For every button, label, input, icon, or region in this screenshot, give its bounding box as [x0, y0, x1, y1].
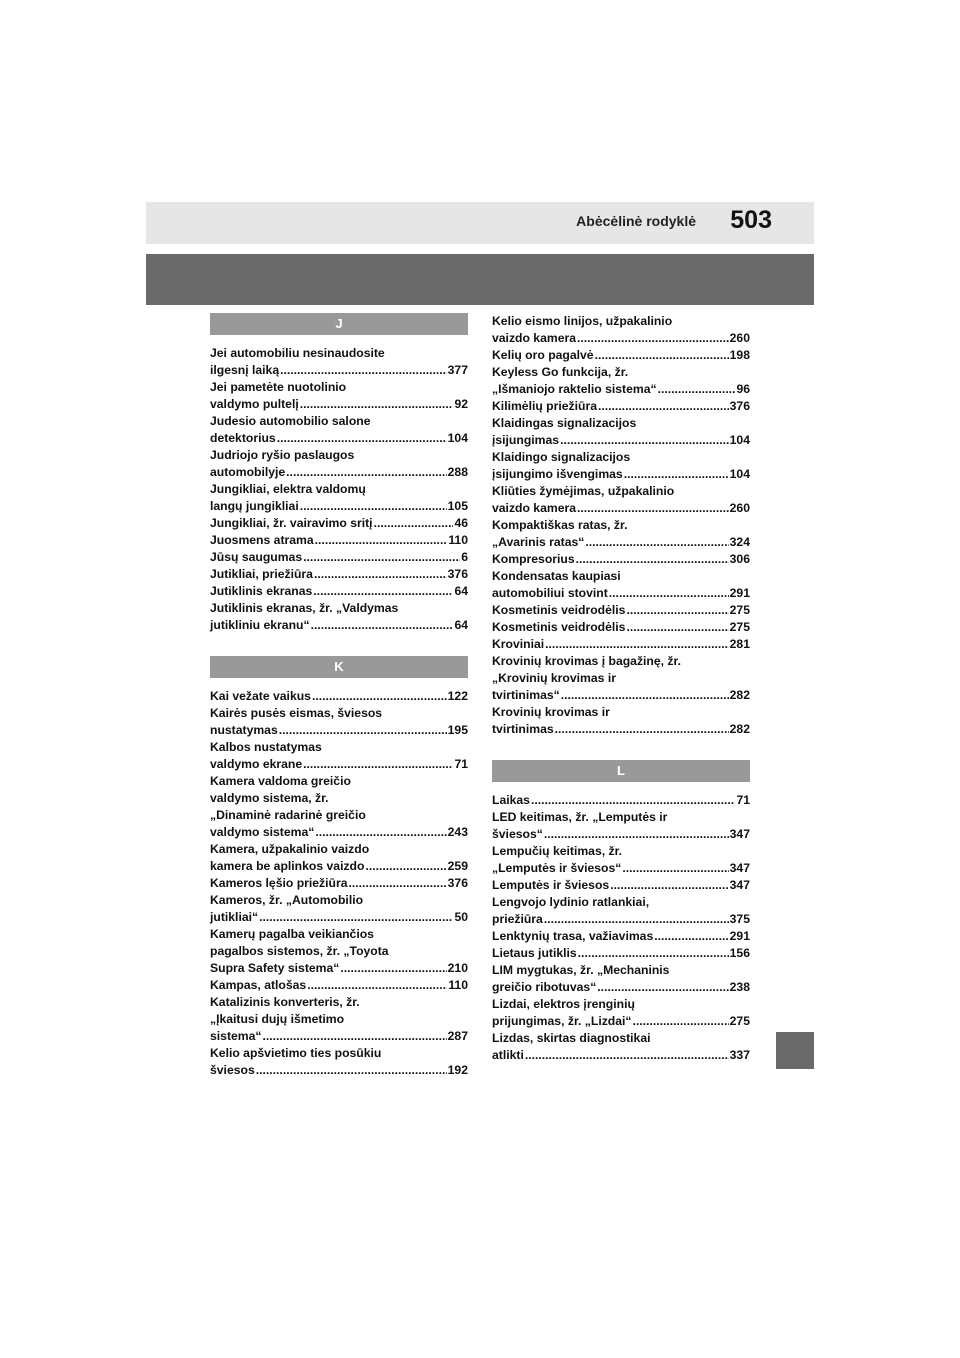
- index-entry-text: Lietaus jutiklis: [492, 946, 577, 960]
- leader-dots: [561, 687, 729, 704]
- index-page-ref[interactable]: 275: [729, 1014, 750, 1028]
- index-page-ref[interactable]: 64: [454, 618, 468, 632]
- index-entry: [210, 875, 468, 892]
- index-entry: [492, 704, 750, 738]
- index-entry-text: Jei pametėte nuotolinio: [210, 380, 347, 394]
- index-entry-text: Kompaktiškas ratas, žr.: [492, 518, 628, 532]
- index-page-ref[interactable]: 324: [729, 535, 750, 549]
- index-entry-text: Kosmetinis veidrodėlis: [492, 603, 626, 617]
- index-page-ref[interactable]: 198: [729, 348, 750, 362]
- index-entry-text: valdymo pultelį: [210, 397, 299, 411]
- index-entry-text: Kelio eismo linijos, užpakalinio: [492, 314, 673, 328]
- index-page-ref[interactable]: 192: [447, 1063, 468, 1077]
- index-page-ref[interactable]: 337: [729, 1048, 750, 1062]
- index-page-ref[interactable]: 210: [447, 961, 468, 975]
- index-entry: [492, 945, 750, 962]
- index-entry: [210, 1045, 468, 1079]
- index-entry-text: Jutiklinis ekranas: [210, 584, 313, 598]
- index-entry: [210, 532, 468, 549]
- index-entry-text: Kelio apšvietimo ties posūkiu: [210, 1046, 382, 1060]
- index-entry: [210, 481, 468, 515]
- index-page-ref[interactable]: 156: [729, 946, 750, 960]
- index-page-ref[interactable]: 376: [447, 876, 468, 890]
- leader-dots: [578, 945, 729, 962]
- index-entry-text: Kondensatas kaupiasi: [492, 569, 621, 583]
- index-entry-text: Jūsų saugumas: [210, 550, 303, 564]
- leader-dots: [633, 1013, 729, 1030]
- index-page-ref[interactable]: 282: [729, 722, 750, 736]
- index-entry-text: valdymo sistema“: [210, 825, 315, 839]
- index-page-ref[interactable]: 110: [448, 978, 468, 992]
- leader-dots: [256, 1062, 447, 1079]
- index-entry: [492, 792, 750, 809]
- leader-dots: [624, 466, 729, 483]
- index-page-ref[interactable]: 282: [729, 688, 750, 702]
- index-page-ref[interactable]: 46: [454, 516, 468, 530]
- index-entry-text: Jungikliai, elektra valdomų: [210, 482, 366, 496]
- leader-dots: [307, 977, 447, 994]
- index-page-ref[interactable]: 291: [729, 586, 750, 600]
- index-entry-text: Kameros, žr. „Automobilio: [210, 893, 364, 907]
- leader-dots: [313, 583, 453, 600]
- index-page-ref[interactable]: 104: [447, 431, 468, 445]
- index-entry-text: įsijungimo išvengimas: [492, 467, 623, 481]
- index-entry-text: detektorius: [210, 431, 276, 445]
- index-entry-text: Kamerų pagalba veikiančios: [210, 927, 374, 941]
- index-entry-text: Judesio automobilio salone: [210, 414, 371, 428]
- index-entry-text: vaizdo kamera: [492, 331, 577, 345]
- index-entry-text: Lemputės ir šviesos: [492, 878, 610, 892]
- index-entry-text: jutikliai“: [210, 910, 259, 924]
- index-page-ref[interactable]: 110: [448, 533, 468, 547]
- index-entry-text: „Lemputės ir šviesos“: [492, 861, 622, 875]
- leader-dots: [259, 909, 453, 926]
- leader-dots: [340, 960, 446, 977]
- index-entry-text: Juosmens atrama: [210, 533, 314, 547]
- leader-dots: [303, 756, 453, 773]
- index-entry-text: „Krovinių krovimas ir: [492, 671, 616, 685]
- index-entry: [210, 447, 468, 481]
- index-entry-text: sistema“: [210, 1029, 262, 1043]
- leader-dots: [598, 398, 729, 415]
- index-entry: [492, 996, 750, 1030]
- index-page-ref[interactable]: 243: [447, 825, 468, 839]
- index-page-ref[interactable]: 71: [736, 793, 750, 807]
- index-entry: [492, 843, 750, 877]
- index-entry: [492, 415, 750, 449]
- index-entry: [492, 653, 750, 704]
- index-entry-text: atlikti: [492, 1048, 524, 1062]
- section-entries: [492, 792, 750, 1064]
- leader-dots: [585, 534, 728, 551]
- index-entry-text: automobilyje: [210, 465, 286, 479]
- leader-dots: [544, 911, 729, 928]
- index-entry: [210, 345, 468, 379]
- index-entry-text: Lenktynių trasa, važiavimas: [492, 929, 654, 943]
- index-entry-text: „Avarinis ratas“: [492, 535, 585, 549]
- index-column-left: [210, 313, 468, 1079]
- index-entry-text: šviesos: [210, 1063, 255, 1077]
- leader-dots: [277, 430, 447, 447]
- index-entry: [210, 841, 468, 875]
- index-entry: [492, 568, 750, 602]
- index-entry: [492, 928, 750, 945]
- leader-dots: [577, 330, 729, 347]
- index-entry-text: greičio ribotuvas“: [492, 980, 597, 994]
- index-entry: [492, 602, 750, 619]
- index-entry-text: Kilimėlių priežiūra: [492, 399, 597, 413]
- leader-dots: [544, 826, 729, 843]
- index-entry-text: jutikliniu ekranu“: [210, 618, 310, 632]
- index-page-ref[interactable]: 6: [461, 550, 468, 564]
- leader-dots: [626, 619, 728, 636]
- index-entry-text: Jutikliai, priežiūra: [210, 567, 313, 581]
- index-page-ref[interactable]: 376: [729, 399, 750, 413]
- section-header-k: K: [210, 656, 468, 678]
- index-entry-text: LED keitimas, žr. „Lemputės ir: [492, 810, 668, 824]
- index-page-ref[interactable]: 260: [729, 501, 750, 515]
- leader-dots: [365, 858, 446, 875]
- index-entry: [210, 926, 468, 977]
- index-entry-text: automobiliui stovint: [492, 586, 608, 600]
- index-entry: [492, 894, 750, 928]
- index-entry-text: Jungikliai, žr. vairavimo sritį: [210, 516, 373, 530]
- index-entry-text: Kamera, užpakalinio vaizdo: [210, 842, 370, 856]
- index-entry: [210, 566, 468, 583]
- index-entry-text: Lizdai, elektros įrenginių: [492, 997, 635, 1011]
- index-entry: [210, 739, 468, 773]
- index-entry-text: Kelių oro pagalvė: [492, 348, 594, 362]
- index-page-ref[interactable]: 377: [447, 363, 468, 377]
- leader-dots: [658, 381, 736, 398]
- index-page-ref[interactable]: 104: [729, 467, 750, 481]
- index-page-ref[interactable]: 71: [454, 757, 468, 771]
- index-entry-text: priežiūra: [492, 912, 543, 926]
- index-page-ref[interactable]: 238: [729, 980, 750, 994]
- index-entry-text: Laikas: [492, 793, 530, 807]
- leader-dots: [314, 566, 447, 583]
- header-title: Abėcėlinė rodyklė: [576, 213, 696, 229]
- index-entry-text: pagalbos sistemos, žr. „Toyota: [210, 944, 389, 958]
- index-page-ref[interactable]: 287: [447, 1029, 468, 1043]
- index-entry-text: Kalbos nustatymas: [210, 740, 322, 754]
- index-entry-text: Supra Safety sistema“: [210, 961, 340, 975]
- section-entries: [210, 345, 468, 634]
- index-page-ref[interactable]: 288: [447, 465, 468, 479]
- index-entry-text: vaizdo kamera: [492, 501, 577, 515]
- index-page-ref[interactable]: 104: [729, 433, 750, 447]
- index-entry: [210, 515, 468, 532]
- leader-dots: [576, 551, 729, 568]
- index-entry-text: Kampas, atlošas: [210, 978, 307, 992]
- index-entry-text: „Įkaitusi dujų išmetimo: [210, 1012, 345, 1026]
- index-page-ref[interactable]: 375: [729, 912, 750, 926]
- index-entry: [492, 809, 750, 843]
- index-entry: [210, 994, 468, 1045]
- index-entry: [492, 398, 750, 415]
- index-entry-text: LIM mygtukas, žr. „Mechaninis: [492, 963, 670, 977]
- index-page-ref[interactable]: 260: [729, 331, 750, 345]
- index-entry-text: tvirtinimas: [492, 722, 554, 736]
- section-header-j: J: [210, 313, 468, 335]
- leader-dots: [545, 636, 729, 653]
- index-entry: [492, 347, 750, 364]
- index-entry: [210, 977, 468, 994]
- leader-dots: [525, 1047, 729, 1064]
- index-page-ref[interactable]: 281: [729, 637, 750, 651]
- section-header-l: L: [492, 760, 750, 782]
- leader-dots: [263, 1028, 447, 1045]
- page-number: 503: [730, 206, 772, 234]
- header-dark-band: [146, 254, 814, 305]
- index-page-ref[interactable]: 347: [729, 827, 750, 841]
- chapter-tab-marker: [776, 1032, 814, 1069]
- index-entry: [210, 583, 468, 600]
- index-entry: [492, 636, 750, 653]
- leader-dots: [279, 722, 447, 739]
- index-entry: [492, 619, 750, 636]
- index-entry-text: Klaidingas signalizacijos: [492, 416, 637, 430]
- index-page-ref[interactable]: 50: [454, 910, 468, 924]
- index-page-ref[interactable]: 306: [729, 552, 750, 566]
- leader-dots: [560, 432, 729, 449]
- index-entry-text: Lizdas, skirtas diagnostikai: [492, 1031, 651, 1045]
- index-page-ref[interactable]: 376: [447, 567, 468, 581]
- index-entry-text: nustatymas: [210, 723, 278, 737]
- index-entry-text: šviesos“: [492, 827, 543, 841]
- index-entry: [210, 892, 468, 926]
- index-entry-text: Kompresorius: [492, 552, 575, 566]
- index-entry: [492, 483, 750, 517]
- index-page-ref[interactable]: 96: [736, 382, 750, 396]
- leader-dots: [300, 396, 454, 413]
- index-entry-text: tvirtinimas“: [492, 688, 560, 702]
- index-entry: [210, 773, 468, 841]
- index-entry-text: Kroviniai: [492, 637, 545, 651]
- index-entry-text: Krovinių krovimas ir: [492, 705, 610, 719]
- index-entry-text: valdymo ekrane: [210, 757, 303, 771]
- index-entry-text: Kosmetinis veidrodėlis: [492, 620, 626, 634]
- index-entry-text: Kamera valdoma greičio: [210, 774, 351, 788]
- leader-dots: [311, 617, 454, 634]
- index-entry: [492, 1030, 750, 1064]
- section-entries: [492, 313, 750, 738]
- index-entry-text: prijungimas, žr. „Lizdai“: [492, 1014, 632, 1028]
- index-page-ref[interactable]: 259: [447, 859, 468, 873]
- index-entry-text: Keyless Go funkcija, žr.: [492, 365, 629, 379]
- index-entry-text: Klaidingo signalizacijos: [492, 450, 631, 464]
- page-header: [146, 202, 814, 244]
- index-column-right: [492, 313, 750, 1064]
- index-entry-text: Katalizinis konverteris, žr.: [210, 995, 360, 1009]
- index-entry-text: Kai vežate vaikus: [210, 689, 311, 703]
- index-entry-text: kamera be aplinkos vaizdo: [210, 859, 365, 873]
- index-entry: [492, 962, 750, 996]
- leader-dots: [654, 928, 728, 945]
- index-page-ref[interactable]: 64: [454, 584, 468, 598]
- leader-dots: [622, 860, 728, 877]
- index-entry-text: „Išmaniojo raktelio sistema“: [492, 382, 657, 396]
- index-entry-text: langų jungikliai: [210, 499, 299, 513]
- index-entry-text: įsijungimas: [492, 433, 560, 447]
- index-entry-text: Kairės pusės eismas, šviesos: [210, 706, 383, 720]
- index-page-ref[interactable]: 275: [729, 620, 750, 634]
- index-entry-text: „Dinaminė radarinė greičio: [210, 808, 366, 822]
- index-entry: [210, 549, 468, 566]
- index-entry-text: Lengvojo lydinio ratlankiai,: [492, 895, 650, 909]
- leader-dots: [349, 875, 447, 892]
- index-entry: [210, 688, 468, 705]
- leader-dots: [300, 498, 447, 515]
- leader-dots: [626, 602, 728, 619]
- leader-dots: [303, 549, 460, 566]
- leader-dots: [280, 362, 447, 379]
- index-page-ref[interactable]: 275: [729, 603, 750, 617]
- index-entry: [492, 517, 750, 551]
- index-entry-text: Judriojo ryšio paslaugos: [210, 448, 355, 462]
- index-entry-text: Kameros lęšio priežiūra: [210, 876, 348, 890]
- index-entry-text: ilgesnį laiką: [210, 363, 280, 377]
- index-page-ref[interactable]: 195: [447, 723, 468, 737]
- index-page-ref[interactable]: 347: [729, 861, 750, 875]
- index-entry-text: valdymo sistema, žr.: [210, 791, 329, 805]
- leader-dots: [577, 500, 729, 517]
- index-entry: [492, 551, 750, 568]
- index-entry-text: Jutiklinis ekranas, žr. „Valdymas: [210, 601, 399, 615]
- index-entry-text: Jei automobiliu nesinaudosite: [210, 346, 385, 360]
- index-entry: [492, 364, 750, 398]
- index-entry: [210, 413, 468, 447]
- leader-dots: [315, 532, 448, 549]
- index-entry: [492, 877, 750, 894]
- index-entry: [492, 449, 750, 483]
- index-entry: [492, 313, 750, 347]
- index-entry-text: Krovinių krovimas į bagažinę, žr.: [492, 654, 681, 668]
- index-page-ref[interactable]: 105: [447, 499, 468, 513]
- index-entry-text: Kliūties žymėjimas, užpakalinio: [492, 484, 675, 498]
- index-entry-text: Lempučių keitimas, žr.: [492, 844, 623, 858]
- leader-dots: [597, 979, 728, 996]
- section-entries: [210, 688, 468, 1079]
- leader-dots: [531, 792, 735, 809]
- leader-dots: [312, 688, 447, 705]
- index-page-ref[interactable]: 92: [454, 397, 468, 411]
- index-entry: [210, 705, 468, 739]
- leader-dots: [610, 877, 728, 894]
- leader-dots: [609, 585, 729, 602]
- index-page-ref[interactable]: 347: [729, 878, 750, 892]
- index-entry: [210, 379, 468, 413]
- leader-dots: [555, 721, 729, 738]
- index-entry: [210, 600, 468, 634]
- leader-dots: [374, 515, 454, 532]
- leader-dots: [595, 347, 729, 364]
- index-page-ref[interactable]: 291: [729, 929, 750, 943]
- index-page-ref[interactable]: 122: [447, 689, 468, 703]
- leader-dots: [286, 464, 446, 481]
- leader-dots: [315, 824, 446, 841]
